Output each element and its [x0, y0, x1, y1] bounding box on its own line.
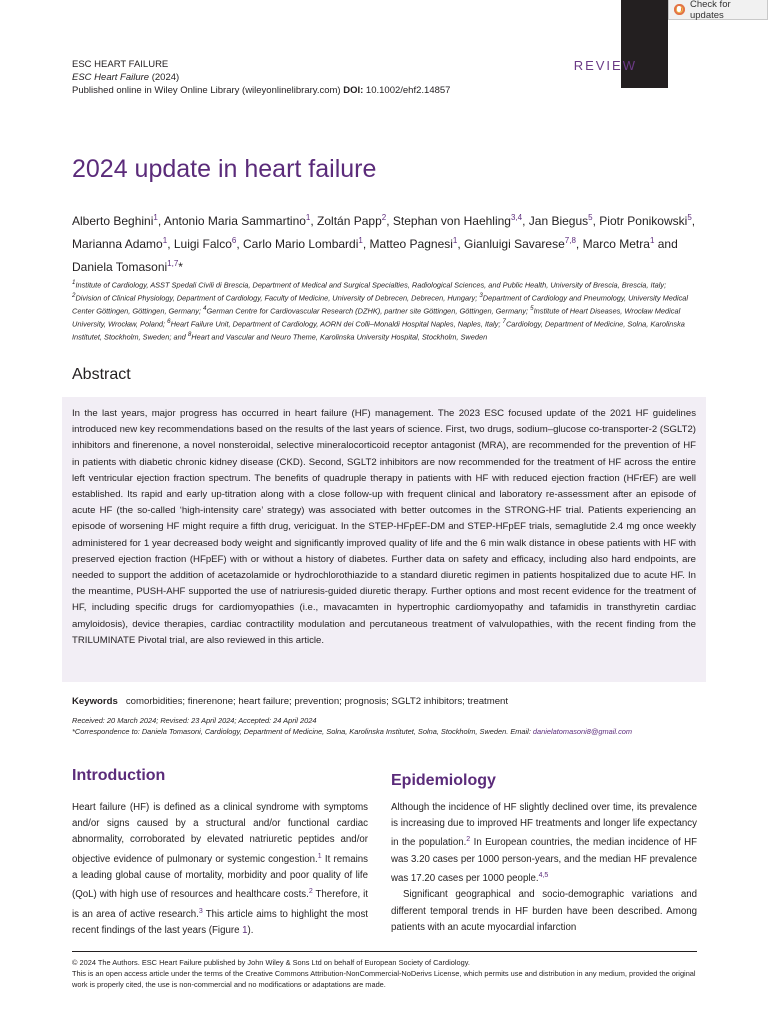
affiliation-number: 1 [72, 279, 76, 286]
author-affiliation-number: 1 [649, 236, 655, 245]
affiliation-text: Heart Failure Unit, Department of Cardiology, AORN dei Colli–Monaldi Hospital Naples, Naples, Italy; [170, 319, 503, 329]
affiliation-number: 3 [479, 291, 483, 299]
reference-link[interactable]: 3 [198, 907, 203, 915]
author-separator: , [386, 214, 393, 228]
abstract-heading: Abstract [72, 366, 131, 383]
author-separator: , [457, 237, 465, 251]
footer-divider [72, 951, 697, 952]
article-title: 2024 update in heart failure [72, 155, 377, 183]
author-separator: * [178, 260, 183, 274]
check-for-updates-label: Check for updates [689, 0, 731, 21]
author-name[interactable]: Marco Metra [582, 237, 650, 251]
author-affiliation-number: 7,8 [564, 236, 576, 245]
affiliation-text: Institute of Cardiology, ASST Spedali Civili di Brescia, Department of Medical and Surgical Specialties, Radiological Sciences, and Public Health, University of Brescia, Brescia, Italy; [75, 280, 667, 290]
check-for-updates-button[interactable] [668, 0, 768, 20]
epidemiology-heading: Epidemiology [391, 772, 496, 789]
author-affiliation-number: 1 [452, 236, 458, 245]
epidemiology-paragraph: Although the incidence of HF slightly declined over time, its prevalence is increasing due to improved HF treatments and longer life expectancy in the population.$^2$ In European countries, the median incidence of HF was 3.20 cases per 1000 person-years, and the median HF prevalence was 17.20 cases per 1000 people.$^{4,5}$ [391, 802, 697, 885]
received-dates: Received: 20 March 2024; Revised: 23 April 2024; Accepted: 24 April 2024 [72, 716, 317, 725]
article-dates [72, 715, 632, 737]
author-separator: , [310, 214, 318, 228]
figure-link[interactable]: 1 [242, 925, 248, 937]
affiliation-text: German Centre for Cardiovascular Research (DZHK), partner site Göttingen, Göttingen, Germany; [206, 306, 531, 316]
author-separator: , [575, 237, 583, 251]
affiliation-text: Division of Clinical Physiology, Department of Cardiology, Faculty of Medicine, University of Debrecen, Debrecen, Hungary; [75, 293, 480, 303]
author-name[interactable]: Jan Biegus [528, 214, 589, 228]
article-type-label: REVIEW [573, 58, 637, 73]
abstract-body: In the last years, major progress has occurred in heart failure (HF) management. The 2023 ESC focused update of the 2021 HF guidelines introduced new key recommendations based on the results of the last years of science. First, two drugs, sodium–glucose co-transporter-2 (SGLT2) inhibitors and finerenone, a novel nonsteroidal, selective mineralocorticoid receptor antagonist (MRA), are recommended for the prevention of HF in patients with diabetic chronic kidney disease (CKD). Second, SGLT2 inhibitors are now recommended for the treatment of HF across the entire left ventricular ejection fraction spectrum. The benefits of quadruple therapy in patients with HF with reduced ejection fraction (HFrEF) are well established. Its rapid and early up-titration along with a close follow-up with frequent clinical and laboratory re-assessment after an episode of acute HF (the so-called ‘high-intensity care’ strategy) was associated with better outcomes in the STRONG-HF trial. Patients experiencing an episode of worsening HF might require a fifth drug, vericiguat. In the STEP-HFpEF-DM and STEP-HFpEF trials, semaglutide 2.4 mg once weekly administered for 1 year decreased body weight and significantly improved quality of life and the 6 min walk distance in obese patients with HF with preserved ejection fraction (HFpEF) with or without a history of diabetes. Further data on safety and efficacy, including also hard endpoints, are needed to support the addition of acetazolamide or hydrochlorothiazide to a standard diuretic regimen in patients hospitalized due to acute HF. In the meantime, PUSH-AHF supported the use of natriuresis-guided diuretic therapy. Further options and most recent evidence for the treatment of HF, including specific drugs for cardiomyopathies (i.e., mavacamten in hypertrophic cardiomyopathy and tafamidis in transthyretin cardiac amyloidosis), device therapies, cardiac contractility modulation and percutaneous treatment of valvulopathies, with the recent finding from the TRILUMINATE Pivotal trial, are also reviewed in this article. [62, 397, 706, 682]
doi-link[interactable]: 10.1002/ehf2.14857 [363, 85, 451, 96]
journal-citation: ESC Heart Failure (2024) [72, 72, 180, 83]
author-name[interactable]: Matteo Pagnesi [369, 237, 453, 251]
author-separator: , [167, 237, 174, 251]
author-affiliation-number: 1,7 [167, 259, 179, 268]
introduction-body [72, 800, 368, 939]
keywords [72, 696, 508, 707]
author-list [72, 208, 702, 277]
author-separator: , [236, 237, 244, 251]
license-footer [72, 957, 697, 990]
author-affiliation-number: 6 [231, 236, 237, 245]
author-affiliation-number: 3,4 [510, 213, 523, 222]
affiliation-text: Institute of Heart Diseases, Wrocław Medical University, Wrocław, Poland; [72, 306, 681, 329]
author-name[interactable]: Alberto Beghini [72, 214, 154, 228]
copyright-line: © 2024 The Authors. ESC Heart Failure published by John Wiley & Sons Ltd on behalf of European Society of Cardiology. [72, 958, 470, 967]
reference-link[interactable]: 4,5 [538, 872, 549, 880]
author-name[interactable]: Marianna Adamo [72, 237, 163, 251]
author-separator: , [362, 237, 370, 251]
affiliation-number: 4 [203, 304, 207, 312]
affiliation-number: 2 [72, 291, 76, 299]
reference-link[interactable]: 1 [317, 852, 322, 860]
introduction-paragraph: Heart failure (HF) is defined as a clinical syndrome with symptoms and/or signs caused by a structural and/or functional cardiac abnormality, corroborated by elevated natriuretic peptides and/or objective evidence of pulmonary or systemic congestion.$^1$ It remains a leading global cause of mortality, morbidity and poor quality of life (QoL) with high use of resources and healthcare costs.$^2$ Therefore, it is an area of active research.$^3$ This article aims to highlight the most recent findings of the last years (Figure 1). [72, 802, 368, 937]
author-separator: , [522, 214, 529, 228]
author-name[interactable]: Luigi Falco [173, 237, 232, 251]
reference-link[interactable]: 2 [466, 836, 471, 844]
author-affiliation-number: 5 [588, 213, 593, 222]
introduction-heading: Introduction [72, 767, 166, 784]
author-separator: , [592, 214, 600, 228]
author-affiliation-number: 1 [162, 236, 168, 245]
author-affiliation-number: 5 [687, 213, 692, 222]
author-name[interactable]: Daniela Tomasoni [72, 260, 168, 274]
affiliation-text: Cardiology, Department of Medicine, Solna, Karolinska Institutet, Stockholm, Sweden; and [72, 319, 685, 342]
epidemiology-body [391, 800, 697, 936]
author-separator: , [691, 214, 696, 228]
author-name[interactable]: Piotr Ponikowski [599, 214, 688, 228]
author-name[interactable]: Zoltán Papp [317, 214, 382, 228]
affiliation-text: Department of Cardiology and Pneumology, University Medical Center Göttingen, Göttingen, Germany; [72, 293, 689, 316]
author-affiliation-number: 1 [358, 236, 363, 245]
affiliation-number: 6 [167, 317, 171, 325]
author-separator: and [654, 237, 678, 251]
journal-name: ESC HEART FAILURE [72, 59, 169, 70]
keywords-label: Keywords [72, 696, 118, 707]
affiliations [72, 278, 697, 343]
author-affiliation-number: 2 [381, 213, 387, 222]
affiliation-number: 7 [502, 317, 506, 325]
publication-info: Published online in Wiley Online Library (wileyonlinelibrary.com) DOI: 10.1002/ehf2.14857 [72, 85, 451, 96]
author-name[interactable]: Antonio Maria Sammartino [163, 214, 306, 228]
reference-link[interactable]: 2 [308, 888, 313, 896]
epidemiology-paragraph: Significant geographical and socio-demographic variations and different temporal trends in HF burden have been described. Among patients with an acute myocardial infarction [391, 889, 697, 933]
author-separator: , [157, 214, 164, 228]
author-name[interactable]: Stephan von Haehling [392, 214, 511, 228]
journal-side-tab [621, 0, 668, 88]
author-affiliation-number: 1 [153, 213, 158, 222]
correspondence: *Correspondence to: Daniela Tomasoni, Cardiology, Department of Medicine, Solna, Karolinska Institutet, Solna, Stockholm, Sweden. Email: danielatomasoni8@gmail.com [72, 727, 633, 736]
author-affiliation-number: 1 [305, 213, 311, 222]
crossmark-icon [674, 4, 685, 15]
author-name[interactable]: Carlo Mario Lombardi [243, 237, 359, 251]
license-text: This is an open access article under the terms of the Creative Commons Attribution-NonCommercial-NoDerivs License, which permits use and distribution in any medium, provided the original work is properly cited, the use is non-commercial and no modifications or adaptations are made. [72, 969, 696, 989]
keywords-text: comorbidities; finerenone; heart failure; prevention; prognosis; SGLT2 inhibitors; treatment [125, 696, 509, 707]
journal-header [72, 58, 450, 97]
affiliation-number: 5 [530, 304, 534, 312]
author-name[interactable]: Gianluigi Savarese [464, 237, 565, 251]
affiliation-text: Heart and Vascular and Neuro Theme, Karolinska University Hospital, Stockholm, Sweden [191, 332, 488, 342]
correspondence-email-link[interactable]: danielatomasoni8@gmail.com [532, 727, 633, 736]
affiliation-number: 8 [187, 330, 192, 338]
